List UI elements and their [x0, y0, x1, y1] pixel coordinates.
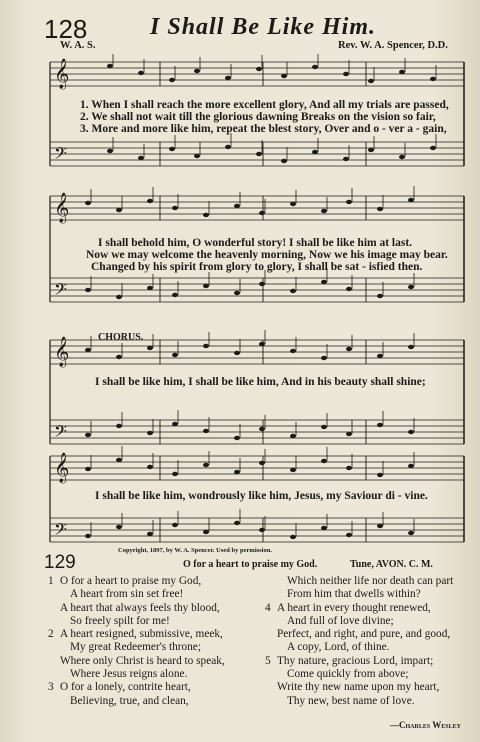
note-head	[377, 524, 383, 528]
note-head	[290, 535, 296, 539]
note-head	[256, 152, 262, 156]
note-head	[430, 146, 436, 150]
hymn2-column-right	[265, 575, 453, 708]
hymn2-line: Where only Christ is heard to speak,	[60, 654, 225, 667]
note-head	[147, 346, 153, 350]
composer-credit: W. A. S.	[60, 40, 96, 51]
note-head	[147, 431, 153, 435]
note-head	[172, 206, 178, 210]
note-head	[346, 533, 352, 537]
hymn2-line: Believing, true, and clean,	[70, 694, 189, 707]
note-head	[408, 430, 414, 434]
note-head	[290, 468, 296, 472]
treble-clef-icon: 𝄞	[54, 59, 70, 89]
treble-clef-icon: 𝄞	[54, 453, 70, 483]
note-head	[234, 351, 240, 355]
note-head	[399, 70, 405, 74]
note-head	[290, 289, 296, 293]
note-head	[377, 423, 383, 427]
hymn2-line: 2 A heart resigned, submissive, meek,	[48, 628, 223, 641]
note-head	[368, 79, 374, 83]
hymn2-line: My great Redeemer's throne;	[70, 641, 201, 654]
note-head	[377, 207, 383, 211]
note-head	[343, 72, 349, 76]
note-head	[85, 467, 91, 471]
note-head	[85, 433, 91, 437]
note-head	[138, 71, 144, 75]
note-head	[312, 65, 318, 69]
note-head	[203, 284, 209, 288]
note-head	[85, 348, 91, 352]
note-head	[259, 282, 265, 286]
treble-clef-icon: 𝄞	[54, 337, 70, 367]
note-head	[408, 531, 414, 535]
note-head	[259, 342, 265, 346]
note-head	[259, 211, 265, 215]
hymn2-line: Perfect, and right, and pure, and good,	[277, 628, 451, 641]
verse-line: Changed by his spirit from glory to glory, I shall be sat - isfied then.	[91, 261, 423, 273]
hymn2-author-signature: —Charles Wesley	[390, 720, 461, 730]
note-head	[368, 148, 374, 152]
note-head	[169, 78, 175, 82]
author-credit: Rev. W. A. Spencer, D.D.	[338, 40, 448, 51]
note-head	[346, 466, 352, 470]
verse-line: Now we may welcome the heavenly morning, Now we his image may bear.	[86, 249, 448, 261]
verse-line: 2. We shall not wait till the glorious dawning Breaks on the vision so fair,	[80, 111, 436, 123]
note-head	[321, 459, 327, 463]
note-head	[290, 434, 296, 438]
hymn2-line: A copy, Lord, of thine.	[287, 641, 390, 654]
note-head	[234, 291, 240, 295]
note-head	[203, 463, 209, 467]
note-head	[343, 157, 349, 161]
note-head	[234, 204, 240, 208]
chorus-line: I shall be like him, I shall be like him, And in his beauty shall shine;	[95, 376, 426, 388]
hymn2-line: From him that dwells within?	[287, 588, 421, 601]
note-head	[321, 280, 327, 284]
note-head	[203, 530, 209, 534]
hymn2-number: 129	[44, 552, 76, 573]
hymn2-line: 1 O for a heart to praise my God,	[48, 575, 202, 587]
note-head	[85, 534, 91, 538]
note-head	[234, 470, 240, 474]
note-head	[225, 145, 231, 149]
treble-clef-icon: 𝄞	[54, 193, 70, 223]
note-head	[116, 458, 122, 462]
note-head	[321, 526, 327, 530]
note-head	[346, 287, 352, 291]
hymn2-line: And full of love divine;	[287, 614, 394, 627]
note-head	[194, 154, 200, 158]
note-head	[138, 156, 144, 160]
note-head	[172, 422, 178, 426]
hymn2-line: A heart from sin set free!	[70, 588, 184, 601]
verse-line: 1. When I shall reach the more excellent glory, And all my trials are passed,	[80, 99, 449, 111]
note-head	[259, 461, 265, 465]
note-head	[172, 472, 178, 476]
chorus-label: CHORUS.	[98, 332, 144, 343]
hymn2-line: A heart that always feels thy blood,	[60, 601, 220, 614]
note-head	[377, 473, 383, 477]
note-head	[203, 213, 209, 217]
chorus-line: I shall be like him, wondrously like him, Jesus, my Saviour di - vine.	[95, 490, 428, 502]
note-head	[116, 295, 122, 299]
note-head	[116, 208, 122, 212]
note-head	[346, 200, 352, 204]
hymn2-line: Which neither life nor death can part	[287, 575, 454, 587]
hymn2-line: 4 A heart in every thought renewed,	[265, 601, 431, 614]
bass-clef-icon: 𝄢	[54, 279, 67, 303]
note-head	[85, 288, 91, 292]
note-head	[172, 353, 178, 357]
hymn2-line: Thy new, best name of love.	[287, 694, 415, 707]
note-head	[234, 436, 240, 440]
hymn2-title: O for a heart to praise my God.	[183, 559, 318, 570]
note-head	[321, 425, 327, 429]
note-head	[281, 159, 287, 163]
note-head	[408, 464, 414, 468]
note-head	[147, 532, 153, 536]
note-head	[259, 528, 265, 532]
hymn2-line: Write thy new name upon my heart,	[277, 681, 440, 694]
note-head	[116, 355, 122, 359]
hymn-title: I Shall Be Like Him.	[150, 14, 377, 40]
note-head	[194, 69, 200, 73]
note-head	[147, 286, 153, 290]
note-head	[203, 344, 209, 348]
copyright-notice: Copyright, 1897, by W. A. Spencer. Used by permission.	[118, 547, 272, 554]
note-head	[430, 77, 436, 81]
note-head	[408, 198, 414, 202]
hymn-number: 128	[44, 14, 88, 44]
note-head	[259, 427, 265, 431]
hymn2-line: Where Jesus reigns alone.	[70, 668, 188, 681]
bass-clef-icon: 𝄢	[54, 421, 67, 445]
note-head	[85, 201, 91, 205]
note-head	[116, 424, 122, 428]
note-head	[172, 523, 178, 527]
note-head	[169, 147, 175, 151]
note-head	[346, 432, 352, 436]
note-head	[225, 76, 231, 80]
note-head	[321, 356, 327, 360]
note-head	[408, 285, 414, 289]
note-head	[116, 525, 122, 529]
note-head	[147, 465, 153, 469]
verse-line: I shall behold him, O wonderful story! I shall be like him at last.	[98, 237, 413, 249]
hymn2-line: So freely spilt for me!	[70, 614, 170, 627]
note-head	[203, 429, 209, 433]
bass-clef-icon: 𝄢	[54, 519, 67, 543]
note-head	[408, 345, 414, 349]
note-head	[321, 209, 327, 213]
note-head	[147, 199, 153, 203]
note-head	[234, 521, 240, 525]
hymn2-line: Come quickly from above;	[287, 668, 409, 681]
note-head	[399, 155, 405, 159]
hymn2-line: 5 Thy nature, gracious Lord, impart;	[265, 654, 434, 667]
note-head	[172, 293, 178, 297]
note-head	[290, 202, 296, 206]
note-head	[290, 349, 296, 353]
note-head	[377, 354, 383, 358]
note-head	[312, 150, 318, 154]
note-head	[107, 64, 113, 68]
verse-line: 3. More and more like him, repeat the blest story, Over and o - ver a - gain,	[80, 123, 447, 135]
note-head	[107, 149, 113, 153]
note-head	[281, 74, 287, 78]
hymn2-line: 3 O for a lonely, contrite heart,	[48, 681, 191, 694]
hymn2-tune: Tune, AVON. C. M.	[350, 559, 433, 570]
bass-clef-icon: 𝄢	[54, 143, 67, 167]
note-head	[256, 67, 262, 71]
note-head	[377, 294, 383, 298]
note-head	[346, 347, 352, 351]
hymn2-column-left	[48, 575, 225, 708]
